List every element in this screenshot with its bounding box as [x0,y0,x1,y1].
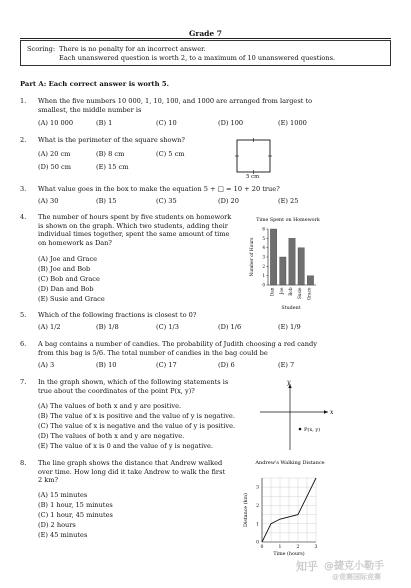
question-text: The line graph shows the distance that Andrew walked [38,459,223,467]
question-2 [20,136,391,178]
y-tick-label: 0 [256,540,259,546]
scoring-line-2: Each unanswered question is worth 2, to a maximum of 10 unanswered questions. [59,54,336,62]
question-text: individual times together, spent the same amount of time [38,230,230,239]
option-a[interactable]: (A) 1/2 [38,323,61,331]
question-number: 3. [20,185,27,193]
option-a[interactable]: (A) 3 [38,361,55,369]
option-c[interactable]: (C) The value of x is negative and the value of y is positive. [38,422,236,430]
option-d[interactable]: (D) 100 [218,119,244,127]
bar-dan [270,229,276,285]
question-3 [20,185,391,211]
y-axis-title: Distance (km) [244,493,249,527]
option-b[interactable]: (B) 10 [96,361,117,369]
y-tick-label: 6 [262,226,265,232]
y-tick-label: 0 [262,282,265,288]
option-b[interactable]: (B) 1 hour, 15 minutes [38,501,113,509]
x-tick-label: Dan [269,287,275,297]
x-axis-label: x [330,409,334,416]
y-tick-label: 3 [256,485,259,491]
question-number: 4. [20,213,27,221]
homework-bar-chart [248,213,328,313]
question-text: smallest, the middle number is [38,105,142,114]
walking-distance-line-chart [240,456,340,556]
option-b[interactable]: (B) 15 [96,197,117,205]
option-c[interactable]: (C) 1/3 [156,323,179,331]
chart-title: Time Spent on Homework [256,218,320,223]
question-number: 1. [20,97,27,105]
y-tick-label: 4 [262,245,265,251]
x-axis-title: Student [281,306,301,311]
x-tick-label: Joe [278,287,284,295]
x-tick-label: 1 [278,545,282,550]
x-tick-label: 2 [296,545,300,550]
question-number: 2. [20,136,27,144]
question-4 [20,213,260,303]
y-tick-label: 3 [262,254,265,260]
watermark-logo: 知乎 [296,560,318,573]
option-e[interactable]: (E) 45 minutes [38,531,88,539]
y-tick-label: 2 [256,504,259,510]
option-b[interactable]: (B) 8 cm [96,150,125,158]
point-p [299,428,302,431]
bar-grace [307,276,313,285]
x-axis-arrow-icon [324,410,328,413]
option-e[interactable]: (E) 7 [278,361,295,369]
question-text: from this bag is 5/6. The total number of candies in the bag could be [38,348,268,357]
watermark-sub: @竞赛国际竞赛 [332,573,381,581]
option-c[interactable]: (C) 5 cm [156,150,185,158]
option-a[interactable]: (A) The values of both x and y are positive. [38,402,182,410]
question-text: The number of hours spent by five students on homework [38,213,232,221]
option-b[interactable]: (B) Joe and Bob [38,265,91,273]
y-tick-label: 2 [262,263,265,269]
option-c[interactable]: (C) Bob and Grace [38,275,100,283]
part-a-heading: Part A: Each correct answer is worth 5. [20,80,169,88]
option-a[interactable]: (A) 15 minutes [38,491,88,499]
option-e[interactable]: (E) 1/9 [278,323,301,331]
option-d[interactable]: (D) 20 [218,197,239,205]
bar-joe [280,257,286,285]
y-axis-title: Number of Hours [250,237,255,277]
option-c[interactable]: (C) 17 [156,361,177,369]
question-number: 6. [20,340,27,348]
question-text: In the graph shown, which of the following statements is [38,378,229,386]
question-5 [20,311,391,337]
x-tick-label: Bob [288,287,293,296]
question-text: Which of the following fractions is closest to 0? [38,311,197,319]
option-b[interactable]: (B) 1/8 [96,323,119,331]
y-tick-label: 5 [262,235,265,241]
x-tick-label: 0 [260,545,264,550]
question-number: 8. [20,459,27,467]
option-c[interactable]: (C) 35 [156,197,177,205]
x-tick-label: 3 [314,545,318,550]
option-c[interactable]: (C) 10 [156,119,177,127]
scoring-line-1: There is no penalty for an incorrect answer. [59,45,206,53]
question-text: What value goes in the box to make the equation 5 + □ = 10 + 20 true? [38,185,280,193]
option-d[interactable]: (D) 1/6 [218,323,242,331]
question-text: A bag contains a number of candies. The probability of Judith choosing a red candy [38,340,318,348]
question-text: over time. How long did it take Andrew to walk the first [38,467,226,476]
page-title: Grade 7 [188,29,223,38]
option-e[interactable]: (E) 1000 [278,119,307,127]
y-tick-label: 1 [256,522,259,528]
option-c[interactable]: (C) 1 hour, 45 minutes [38,511,113,519]
y-axis-label: y [287,379,291,386]
question-number: 7. [20,378,27,386]
question-text: true about the coordinates of the point P(x, y)? [38,386,195,395]
option-a[interactable]: (A) 30 [38,197,59,205]
chart-title: Andrew's Walking Distance [255,460,325,466]
bar-susie [298,248,304,285]
question-text: When the five numbers 10 000, 1, 10, 100, and 1000 are arranged from largest to [38,97,313,105]
option-d[interactable]: (D) Dan and Bob [38,285,94,293]
option-a[interactable]: (A) 10 000 [38,119,74,127]
option-e[interactable]: (E) The value of x is 0 and the value of y is negative. [38,442,214,450]
option-d[interactable]: (D) 50 cm [38,163,71,171]
option-b[interactable]: (B) 1 [96,119,113,127]
option-e[interactable]: (E) Susie and Grace [38,295,105,303]
question-number: 5. [20,311,27,319]
question-text: What is the perimeter of the square shown? [38,136,185,144]
option-a[interactable]: (A) Joe and Grace [38,255,98,263]
question-8 [20,459,260,543]
bar-bob [289,238,295,285]
coordinate-plane-figure [254,378,334,454]
option-d[interactable]: (D) The values of both x and y are negative. [38,432,185,440]
option-d[interactable]: (D) 2 hours [38,521,76,529]
option-e[interactable]: (E) 25 [278,197,299,205]
question-text: 2 km? [38,476,59,485]
scoring-label: Scoring: [27,45,56,53]
point-label: P(x, y) [304,427,321,433]
option-a[interactable]: (A) 20 cm [38,150,71,158]
x-tick-label: Susie [297,287,303,300]
watermark-handle: @捷克小勒手 [324,561,384,572]
option-e[interactable]: (E) 15 cm [96,163,129,171]
option-d[interactable]: (D) 6 [218,361,235,369]
question-text: on homework as Dan? [38,238,112,247]
question-text: is shown on the graph. Which two students, adding their [38,221,228,230]
square-side-label: 5 cm [246,174,260,180]
option-b[interactable]: (B) The value of x is positive and the value of y is negative. [38,412,235,420]
question-6 [20,340,391,374]
x-tick-label: Grace [306,287,312,301]
question-7 [20,378,270,454]
title-rule [20,38,391,39]
x-axis-title: Time (hours) [273,552,305,556]
y-tick-label: 1 [262,273,265,279]
scoring-box [20,40,391,66]
